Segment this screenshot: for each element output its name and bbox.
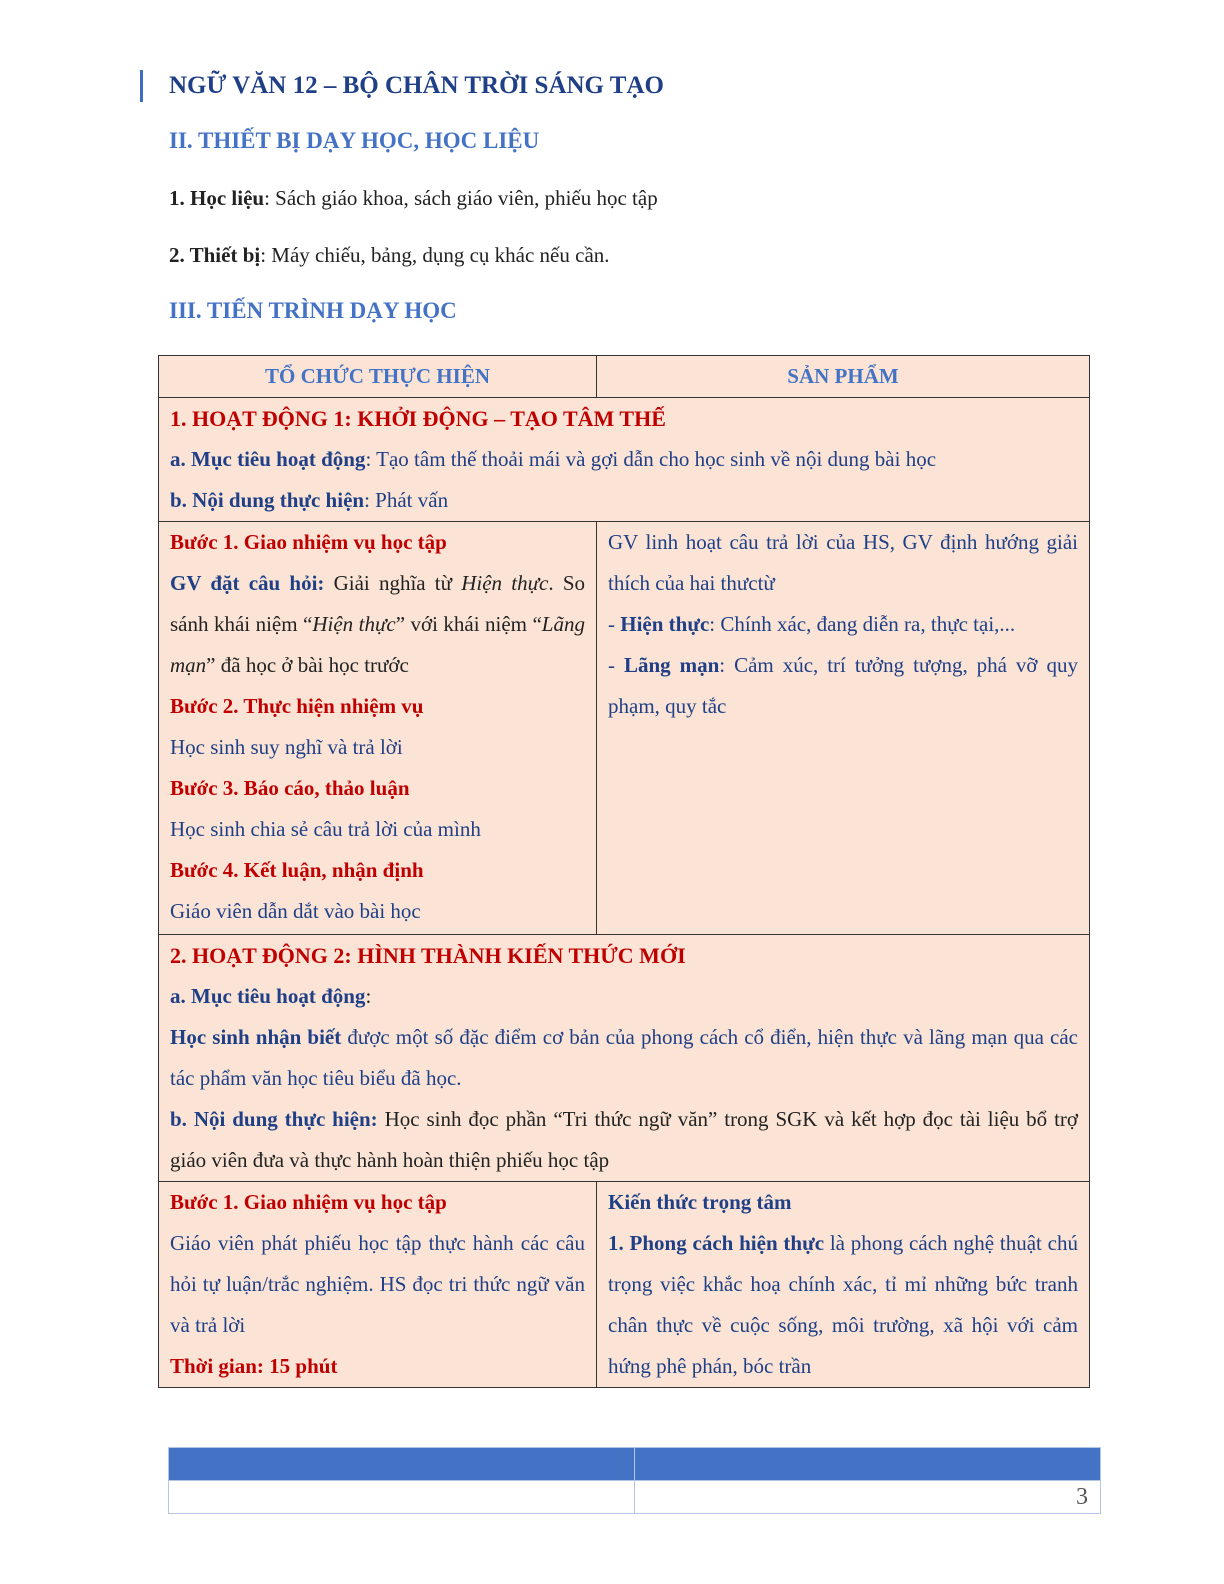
table-header-row bbox=[159, 356, 1090, 398]
activity1-step3-text: Học sinh chia sẻ câu trả lời của mình bbox=[170, 817, 481, 841]
activity1-step3-title: Bước 3. Báo cáo, thảo luận bbox=[170, 776, 410, 800]
activity2-steps-cell bbox=[159, 1182, 597, 1388]
activity1-content bbox=[170, 480, 1078, 521]
activity2-goal-label: a. Mục tiêu hoạt động bbox=[170, 984, 366, 1008]
materials-text: : Sách giáo khoa, sách giáo viên, phiếu học tập bbox=[264, 186, 658, 210]
activity1-step4-text: Giáo viên dẫn dắt vào bài học bbox=[170, 899, 421, 923]
activity2-goal bbox=[170, 976, 1078, 1017]
page-header-title: NGỮ VĂN 12 – BỘ CHÂN TRỜI SÁNG TẠO bbox=[140, 70, 664, 102]
question-label: GV đặt câu hỏi: bbox=[170, 571, 325, 595]
question-term-1: Hiện thực bbox=[461, 571, 549, 595]
equipment-text: : Máy chiếu, bảng, dụng cụ khác nếu cần. bbox=[260, 243, 610, 267]
activity2-knowledge-cell bbox=[597, 1182, 1090, 1388]
question-text-2: . So sánh khái niệm “ bbox=[170, 571, 586, 636]
product-intro: GV linh hoạt câu trả lời của HS, GV định hướng giải thích của hai thưctừ bbox=[608, 530, 1078, 595]
activity1-content-text: : Phát vấn bbox=[364, 488, 449, 512]
page-number: 3 bbox=[635, 1481, 1101, 1514]
knowledge-realism bbox=[608, 1223, 1078, 1387]
activity2-content bbox=[170, 1099, 1078, 1181]
knowledge-title: Kiến thức trọng tâm bbox=[608, 1190, 792, 1214]
column-header-product: SẢN PHẨM bbox=[597, 356, 1090, 398]
activity1-step1-title: Bước 1. Giao nhiệm vụ học tập bbox=[170, 530, 447, 554]
activity1-header-row bbox=[159, 398, 1090, 522]
lesson-process-table bbox=[158, 355, 1090, 1388]
activity2-goal-text: được một số đặc điểm cơ bản của phong cách cổ điển, hiện thực và lãng mạn qua các tác phẩm văn học tiêu biểu đã học. bbox=[170, 1025, 1078, 1090]
footer-bar bbox=[169, 1448, 1101, 1481]
materials-label: 1. Học liệu bbox=[169, 186, 265, 210]
activity2-content-text: Học sinh đọc phần “Tri thức ngữ văn” trong SGK và kết hợp đọc tài liệu bổ trợ giáo viên đưa và thực hành hoàn thiện phiếu học tập bbox=[170, 1107, 1078, 1172]
activity1-goal bbox=[170, 439, 1078, 480]
footer-row bbox=[169, 1481, 1101, 1514]
activity2-title: 2. HOẠT ĐỘNG 2: HÌNH THÀNH KIẾN THỨC MỚI bbox=[170, 943, 686, 968]
question-text-3: ” với khái niệm “ bbox=[395, 612, 542, 636]
product-romanticism-text: : Cảm xúc, trí tưởng tượng, phá vỡ quy phạm, quy tắc bbox=[608, 653, 1078, 718]
activity1-step4-title: Bước 4. Kết luận, nhận định bbox=[170, 858, 424, 882]
activity2-goal-colon: : bbox=[365, 984, 372, 1008]
section-title-equipment: II. THIẾT BỊ DẠY HỌC, HỌC LIỆU bbox=[169, 128, 540, 153]
activity1-goal-label: a. Mục tiêu hoạt động bbox=[170, 447, 366, 471]
activity1-step2-text: Học sinh suy nghĩ và trả lời bbox=[170, 735, 403, 759]
activity2-goal-bold: Học sinh nhận biết bbox=[170, 1025, 342, 1049]
materials-line bbox=[169, 186, 658, 211]
question-text-1: Giải nghĩa từ bbox=[324, 571, 462, 595]
activity1-product-cell bbox=[597, 522, 1090, 935]
activity1-steps-cell bbox=[159, 522, 597, 935]
section-title-process: III. TIẾN TRÌNH DẠY HỌC bbox=[169, 298, 457, 323]
question-text-4: ” đã học ở bài học trước bbox=[206, 653, 409, 677]
product-romanticism-label: Lãng mạn bbox=[623, 653, 720, 677]
activity2-header-row bbox=[159, 935, 1090, 1182]
page-footer bbox=[168, 1447, 1101, 1514]
activity1-step2-title: Bước 2. Thực hiện nhiệm vụ bbox=[170, 694, 424, 718]
activity2-content-label: b. Nội dung thực hiện: bbox=[170, 1107, 378, 1131]
product-romanticism: - Lãng mạn: Cảm xúc, trí tưởng tượng, phá vỡ quy phạm, quy tắc bbox=[608, 653, 1078, 718]
column-header-organization: TỔ CHỨC THỰC HIỆN bbox=[159, 356, 597, 398]
activity2-steps-row bbox=[159, 1182, 1090, 1388]
activity2-step1-title: Bước 1. Giao nhiệm vụ học tập bbox=[170, 1190, 447, 1214]
product-realism-label: Hiện thực bbox=[620, 612, 710, 636]
activity1-steps-row bbox=[159, 522, 1090, 935]
activity2-description bbox=[159, 935, 1090, 1182]
activity1-content-label: b. Nội dung thực hiện bbox=[170, 488, 365, 512]
activity1-goal-text: : Tạo tâm thế thoải mái và gợi dẫn cho học sinh về nội dung bài học bbox=[365, 447, 937, 471]
product-realism-text: : Chính xác, đang diễn ra, thực tại,... bbox=[709, 612, 1016, 636]
knowledge-realism-label: 1. Phong cách hiện thực bbox=[608, 1231, 825, 1255]
activity1-title: 1. HOẠT ĐỘNG 1: KHỞI ĐỘNG – TẠO TÂM THẾ bbox=[170, 406, 666, 431]
question-term-2: Hiện thực bbox=[312, 612, 396, 636]
product-realism: - Hiện thực: Chính xác, đang diễn ra, thực tại,... bbox=[608, 612, 1016, 636]
question-term-3: Lãng mạn bbox=[170, 612, 585, 677]
activity2-goal-detail bbox=[170, 1017, 1078, 1099]
equipment-label: 2. Thiết bị bbox=[169, 243, 261, 267]
activity2-time: Thời gian: 15 phút bbox=[170, 1354, 338, 1378]
knowledge-realism-text: là phong cách nghệ thuật chú trọng việc khắc hoạ chính xác, tỉ mỉ những bức tranh chân thực về cuộc sống, môi trường, xã hội với cảm hứng phê phán, bóc trần bbox=[608, 1231, 1079, 1378]
activity1-question bbox=[170, 563, 585, 686]
activity1-description bbox=[159, 398, 1090, 522]
activity2-step1-text: Giáo viên phát phiếu học tập thực hành các câu hỏi tự luận/trắc nghiệm. HS đọc tri thức ngữ văn và trả lời bbox=[170, 1231, 585, 1337]
equipment-line bbox=[169, 243, 610, 268]
